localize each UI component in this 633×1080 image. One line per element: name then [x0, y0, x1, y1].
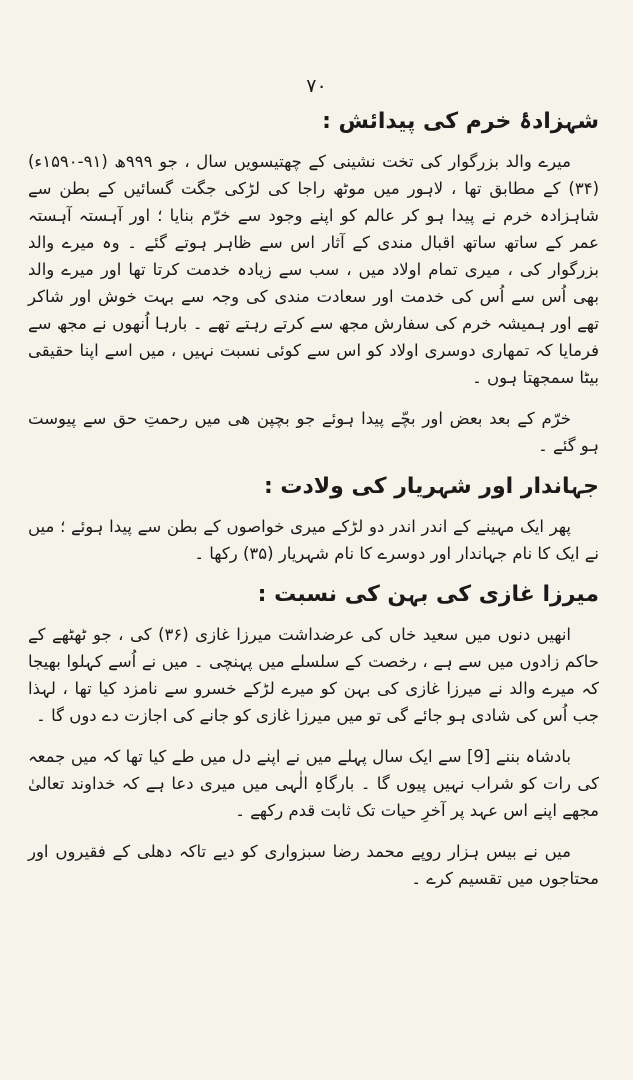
page-content [28, 108, 599, 906]
paragraph: خرّم کے بعد بعض اور بچّے پیدا ہوئے جو بچپن ھی میں رحمتِ حق سے پیوست ہو گئے ۔ [28, 409, 599, 455]
paragraph: انھیں دنوں میں سعید خاں کی عرضداشت میرزا غازی (۳۶) کی ، جو ٹھٹھے کے حاکم زادوں میں سے ہے ، رخصت کے سلسلے میں پہنچی ۔ میں نے اُسے کہلوا بھیجا کہ میرے والد نے میرزا غازی کی بہن کو میرے لڑکے خسرو سے نامزد کیا تھا ، لہذا جب اُس کی شادی ہو جائے گی تو میں میرزا غازی کو جانے کی اجازت دے دوں گا ۔ [28, 625, 599, 725]
section-heading: میرزا غازی کی بہن کی نسبت : [257, 582, 599, 607]
section-khurram-birth [28, 108, 599, 459]
section-heading: جہاندار اور شہریار کی ولادت : [263, 474, 599, 499]
section-mirza-ghazi-sister [28, 581, 599, 892]
page-number: ۷۰ [306, 75, 327, 97]
paragraph: پھر ایک مہینے کے اندر اندر دو لڑکے میری خواصوں کے بطن سے پیدا ہوئے ؛ میں نے ایک کا نام جہاندار اور دوسرے کا نام شہریار (۳۵) رکھا ۔ [28, 517, 599, 563]
paragraph: میں نے بیس ہزار روپے محمد رضا سبزواری کو دیے تاکہ دھلی کے فقیروں اور محتاجوں میں تقسیم کرے ۔ [28, 842, 599, 888]
paragraph: بادشاہ بننے [9] سے ایک سال پہلے میں نے اپنے دل میں طے کیا تھا کہ میں جمعہ کی رات کو شراب نہیں پیوں گا ۔ بارگاہِ الٰہی میں میری دعا ہے کہ خداوند تعالیٰ مجھے اپنے اس عہد پر آخرِ حیات تک ثابت قدم رکھے ۔ [28, 747, 599, 820]
paragraph: میرے والد بزرگوار کی تخت نشینی کے چھتیسویں سال ، جو ۹۹۹ھ (۹۱-۱۵۹۰ء) (۳۴) کے مطابق تھا ، لاہور میں موٹھ راجا کی لڑکی جگت گسائیں کے بطن سے شاہزادہ خرم نے پیدا ہو کر عالم کو اپنے وجود سے خرّم بنایا ؛ اور آہستہ آہستہ عمر کے ساتھ ساتھ اقبال مندی کے آثار اس سے ظاہر ہوتے گئے ۔ وہ میرے والد بزرگوار کی ، میری تمام اولاد میں ، سب سے زیادہ خدمت کرتا تھا اور میرے والد بھی اُس سے اُس کی خدمت اور سعادت مندی کی وجہ سے بہت خوش اور شاکر تھے اور ہمیشہ خرم کی سفارش مجھ سے کرتے رہتے تھے ۔ بارہا اُنھوں نے مجھ سے فرمایا کہ تمھاری دوسری اولاد کو اس سے کوئی نسبت نہیں ، میں اسے اپنا حقیقی بیٹا سمجھتا ہوں ۔ [28, 152, 599, 387]
section-jahandar-shahryar-birth [28, 473, 599, 567]
section-heading: شہزادۂ خرم کی پیدائش : [322, 109, 599, 134]
